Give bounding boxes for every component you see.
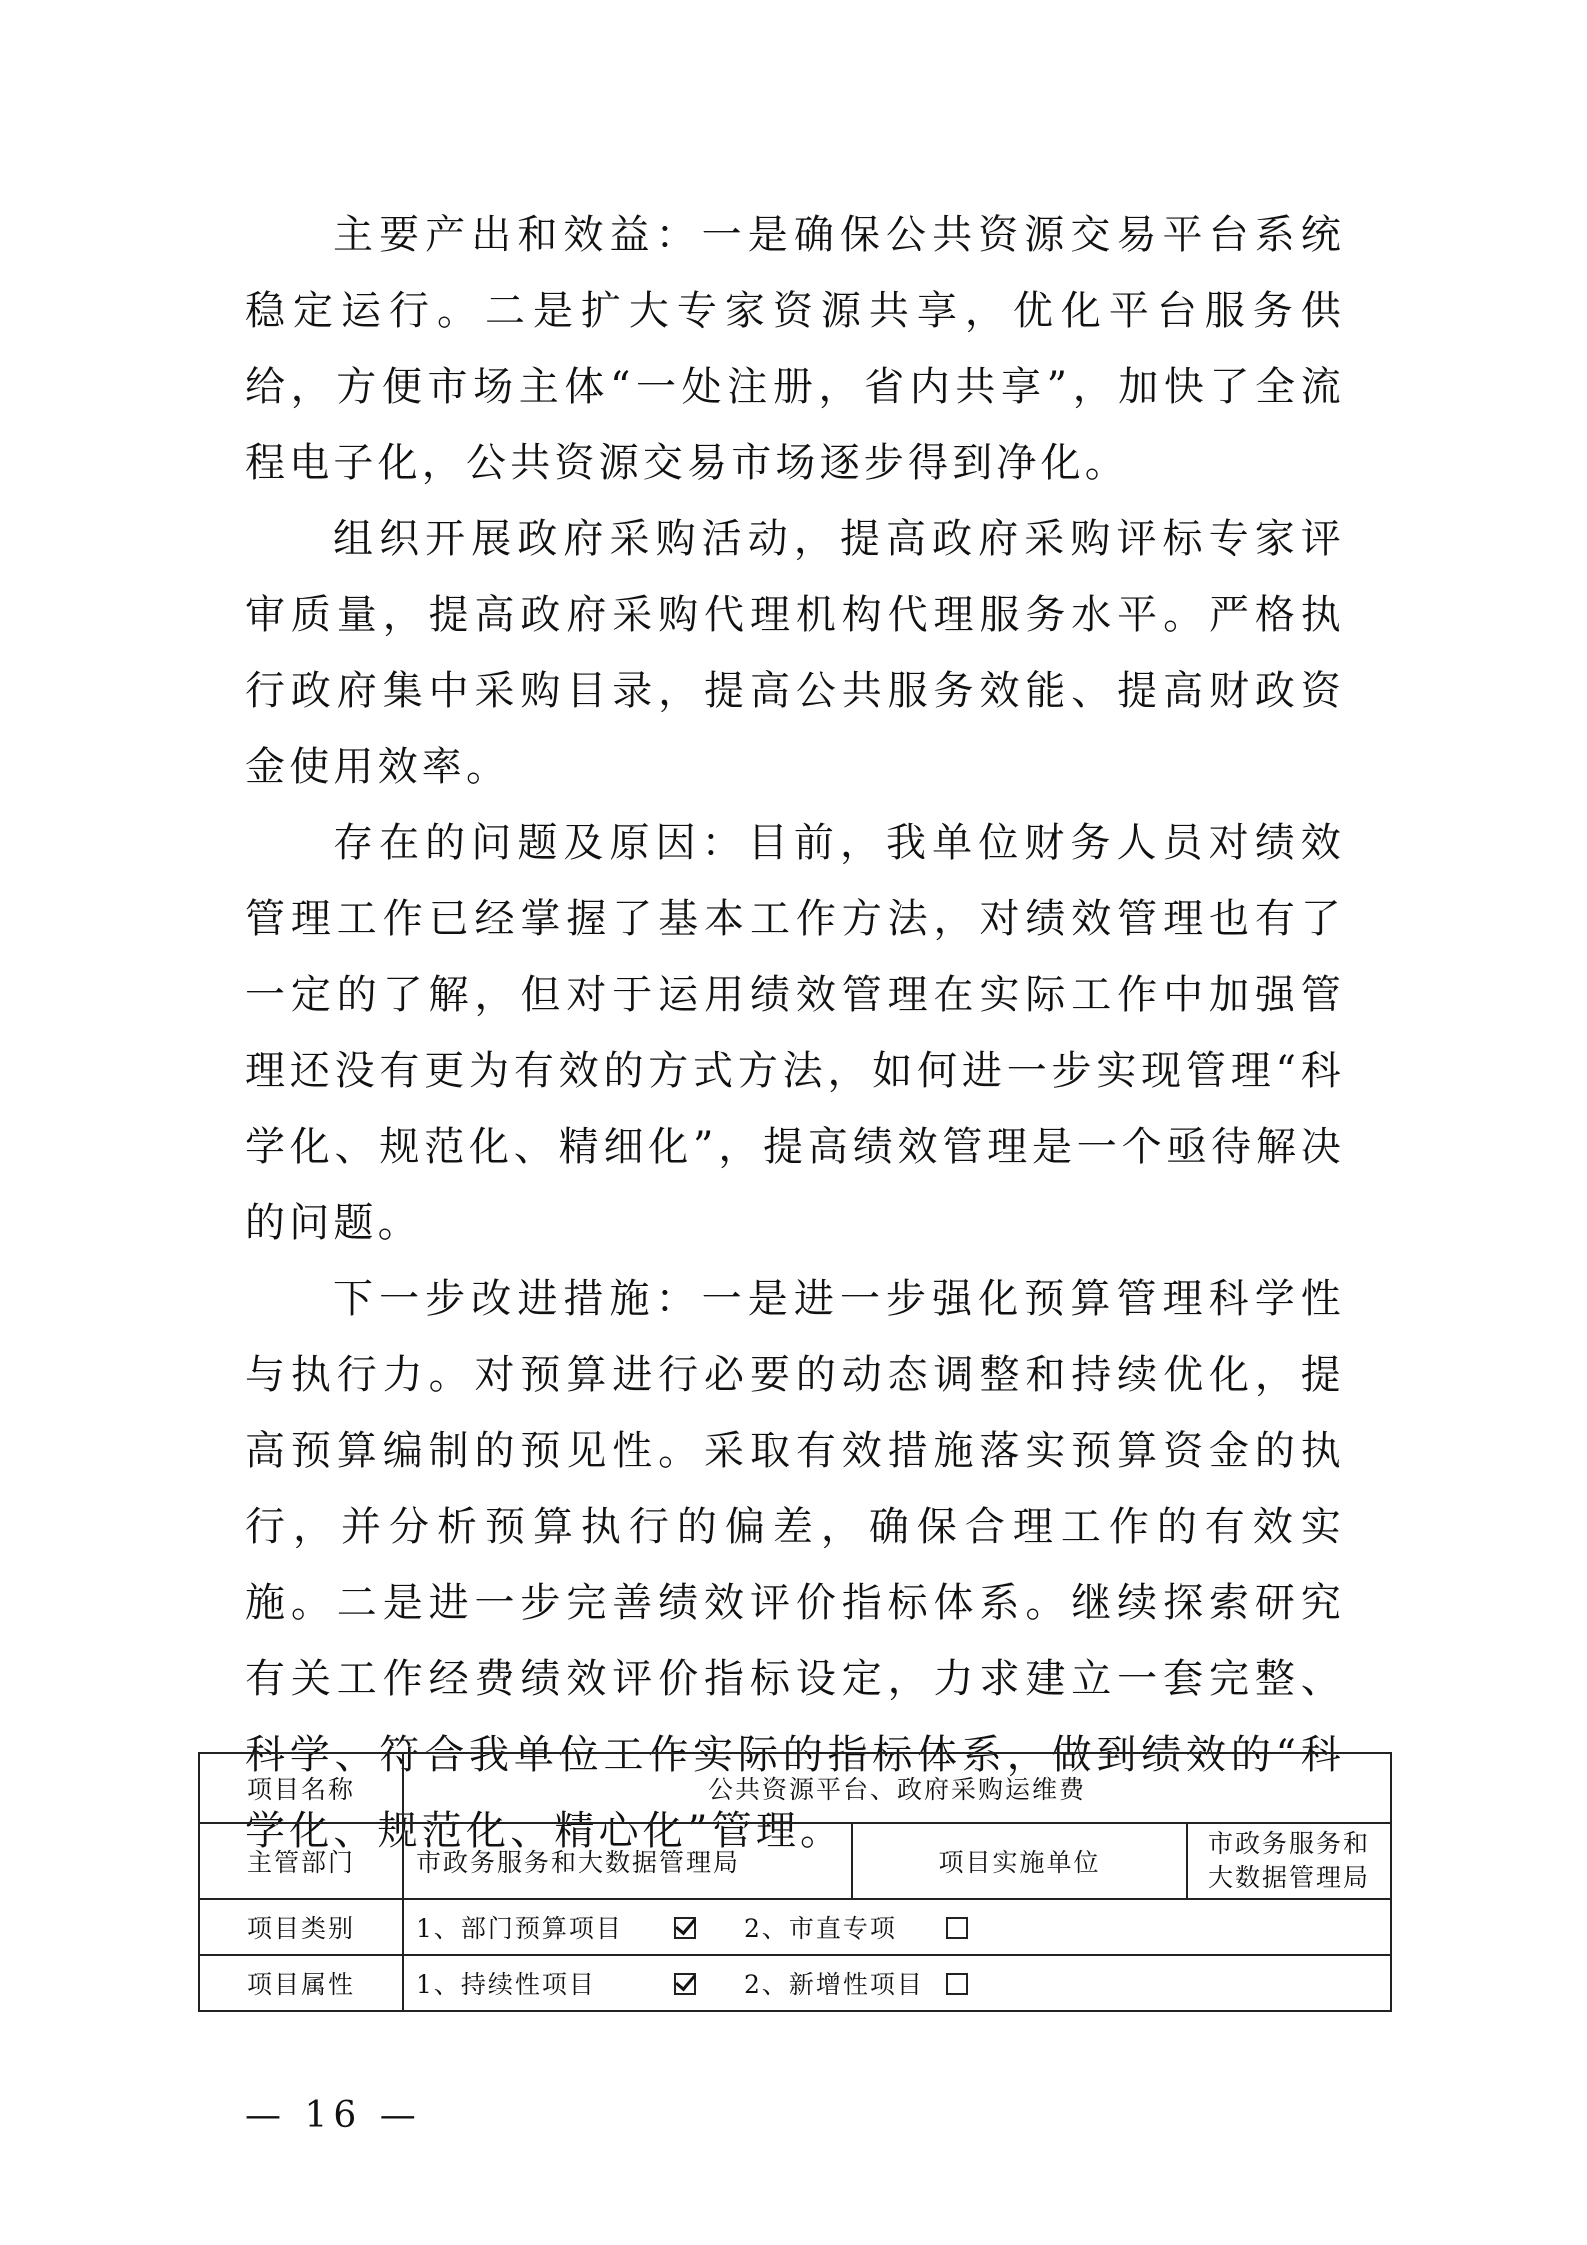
- page-number: — 16 —: [245, 2095, 422, 2136]
- category-option-special-label: 2、市直专项: [744, 1914, 897, 1943]
- dept-value: 市政务服务和大数据管理局: [403, 1823, 852, 1899]
- attribute-option-continuing-label: 1、持续性项目: [416, 1970, 596, 1999]
- paragraph-improvement-measures: 下一步改进措施：一是进一步强化预算管理科学性与执行力。对预算进行必要的动态调整和持续优化，提高预算编制的预见性。采取有效措施落实预算资金的执行，并分析预算执行的偏差，确保合理工作的有效实施。二是进一步完善绩效评价指标体系。继续探索研究有关工作经费绩效评价指标设定，力求建立一套完整、科学、符合我单位工作实际的指标体系，做到绩效的“科学化、规范化、精心化”管理。: [245, 1276, 1345, 1854]
- attribute-option-new-label: 2、新增性项目: [744, 1970, 924, 1999]
- paragraph-procurement-activities: 组织开展政府采购活动，提高政府采购评标专家评审质量，提高政府采购代理机构代理服务水平。严格执行政府集中采购目录，提高公共服务效能、提高财政资金使用效率。: [245, 516, 1345, 790]
- table-row: [199, 1955, 1391, 2011]
- project-name-value: 公共资源平台、政府采购运维费: [403, 1753, 1391, 1823]
- checkbox-empty-icon[interactable]: [946, 1973, 968, 1995]
- table-row: [199, 1823, 1391, 1899]
- paragraph-problems-causes: 存在的问题及原因：目前，我单位财务人员对绩效管理工作已经掌握了基本工作方法，对绩效管理也有了一定的了解，但对于运用绩效管理在实际工作中加强管理还没有更为有效的方式方法，如何进一步实现管理“科学化、规范化、精细化”，提高绩效管理是一个亟待解决的问题。: [245, 820, 1345, 1246]
- impl-unit-value: 市政务服务和大数据管理局: [1187, 1823, 1391, 1899]
- checkbox-empty-icon[interactable]: [946, 1917, 968, 1939]
- checkbox-checked-icon[interactable]: [674, 1973, 696, 1995]
- attribute-options: [403, 1955, 1391, 2011]
- dept-label: 主管部门: [199, 1823, 403, 1899]
- body-text: [245, 197, 1345, 1869]
- category-options: [403, 1899, 1391, 1955]
- checkbox-checked-icon[interactable]: [674, 1917, 696, 1939]
- project-info-table: [198, 1752, 1392, 2012]
- project-name-label: 项目名称: [199, 1753, 403, 1823]
- impl-unit-label: 项目实施单位: [852, 1823, 1187, 1899]
- table-row: [199, 1899, 1391, 1955]
- table-row: [199, 1753, 1391, 1823]
- attribute-label: 项目属性: [199, 1955, 403, 2011]
- category-label: 项目类别: [199, 1899, 403, 1955]
- paragraph-outputs-benefits: 主要产出和效益：一是确保公共资源交易平台系统稳定运行。二是扩大专家资源共享，优化平台服务供给，方便市场主体“一处注册，省内共享”，加快了全流程电子化，公共资源交易市场逐步得到净化。: [245, 212, 1345, 486]
- category-option-budget-label: 1、部门预算项目: [416, 1914, 623, 1943]
